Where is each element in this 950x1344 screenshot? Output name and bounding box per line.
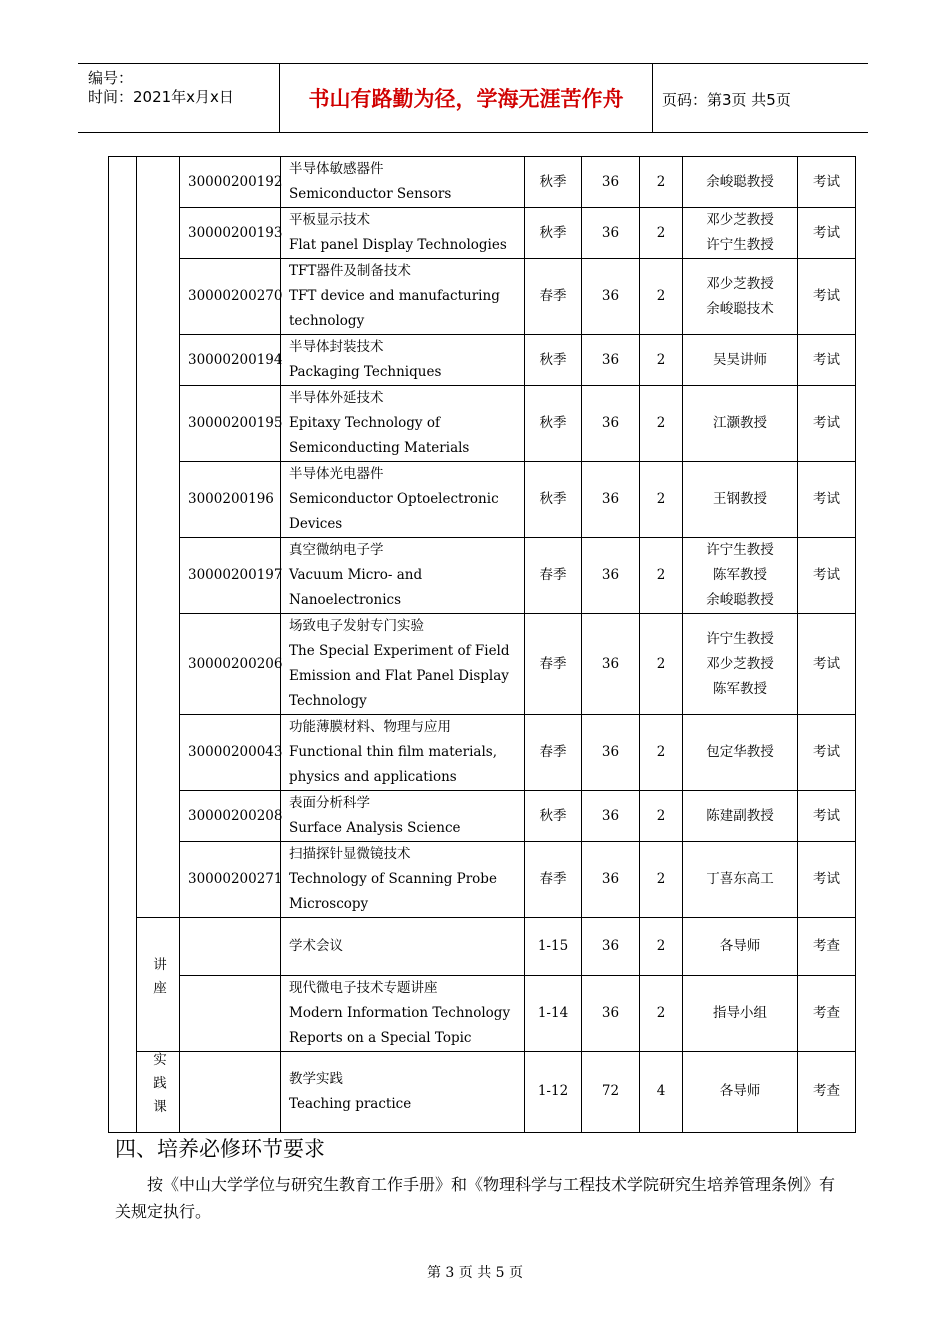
table-row — [109, 791, 856, 842]
credits-cell: 2 — [640, 335, 683, 386]
teacher-name: 吴昊讲师 — [713, 351, 767, 368]
course-name-en: Teaching practice — [289, 1095, 412, 1112]
course-code-cell — [180, 976, 281, 1052]
teacher-name: 邓少芝教授 — [706, 212, 774, 228]
teacher-cell — [683, 259, 798, 335]
term-cell: 秋季 — [525, 208, 582, 259]
course-name-en: Technology of Scanning Probe Microscopy — [289, 871, 497, 912]
table-row — [109, 614, 856, 715]
term-cell: 秋季 — [525, 386, 582, 462]
table-row — [109, 462, 856, 538]
course-code-cell: 30000200195 — [180, 386, 281, 462]
credits-cell: 2 — [640, 259, 683, 335]
teacher-cell — [683, 386, 798, 462]
credits-cell: 2 — [640, 791, 683, 842]
course-name-en: Modern Information Technology Reports on a Special Topic — [289, 1005, 511, 1046]
doc-time-label: 时间：2021年x月x日 — [88, 88, 234, 106]
course-name-cn: 现代微电子技术专题讲座 — [289, 980, 438, 996]
course-name-en: Packaging Techniques — [289, 364, 442, 380]
credits-cell: 2 — [640, 715, 683, 791]
hours-cell: 36 — [582, 976, 640, 1052]
practice-group-cell-label: 实践课 — [150, 1052, 166, 1123]
assessment-cell: 考试 — [798, 208, 856, 259]
table-row — [109, 1052, 856, 1133]
course-code-cell: 30000200270 — [180, 259, 281, 335]
term-cell: 1-12 — [525, 1052, 582, 1133]
table-row — [109, 918, 856, 976]
assessment-cell: 考查 — [798, 1052, 856, 1133]
term-cell: 秋季 — [525, 462, 582, 538]
course-name-cn: 场致电子发射专门实验 — [289, 618, 424, 634]
teacher-cell — [683, 791, 798, 842]
course-name-cell — [281, 614, 525, 715]
course-name-cell — [281, 842, 525, 918]
course-code-cell: 30000200208 — [180, 791, 281, 842]
assessment-cell: 考试 — [798, 791, 856, 842]
lecture-group-cell-label: 讲座 — [150, 956, 166, 1004]
page-header — [78, 63, 868, 133]
teacher-cell — [683, 462, 798, 538]
teacher-name: 余峻聪教授 — [706, 173, 774, 190]
credits-cell: 2 — [640, 462, 683, 538]
term-cell: 春季 — [525, 842, 582, 918]
table-row — [109, 157, 856, 208]
course-code-cell: 30000200197 — [180, 538, 281, 614]
section-title: 四、培养必修环节要求 — [115, 1137, 325, 1161]
course-name-en: The Special Experiment of Field Emission and Flat Panel Display Technology — [289, 643, 510, 709]
teacher-name: 王钢教授 — [713, 491, 767, 507]
teacher-name: 陈建副教授 — [706, 807, 774, 824]
course-code-cell — [180, 918, 281, 976]
course-name-cn: TFT器件及制备技术 — [289, 263, 411, 279]
teacher-cell — [683, 614, 798, 715]
teacher-name: 邓少芝教授 — [706, 655, 774, 672]
teacher-name: 许宁生教授 — [706, 630, 774, 647]
course-name-cn: 学术会议 — [289, 938, 343, 954]
assessment-cell: 考试 — [798, 538, 856, 614]
credits-cell: 2 — [640, 538, 683, 614]
teacher-cell — [683, 918, 798, 976]
teacher-name: 邓少芝教授 — [706, 275, 774, 292]
teacher-name: 陈军教授 — [713, 567, 767, 583]
teacher-cell — [683, 715, 798, 791]
teacher-cell — [683, 1052, 798, 1133]
course-name-cell — [281, 462, 525, 538]
term-cell: 1-14 — [525, 976, 582, 1052]
course-code-cell — [180, 1052, 281, 1133]
table-row — [109, 208, 856, 259]
hours-cell: 36 — [582, 208, 640, 259]
course-name-cell — [281, 259, 525, 335]
teacher-cell — [683, 157, 798, 208]
course-name-cn: 半导体外延技术 — [289, 390, 384, 406]
hours-cell: 72 — [582, 1052, 640, 1133]
course-name-cn: 扫描探针显微镜技术 — [289, 846, 411, 862]
course-table — [108, 156, 856, 1133]
credits-cell: 2 — [640, 208, 683, 259]
teacher-name: 各导师 — [719, 1083, 761, 1100]
category-cell-outer — [109, 157, 137, 1133]
term-cell: 春季 — [525, 538, 582, 614]
term-cell: 秋季 — [525, 791, 582, 842]
course-name-en: Flat panel Display Technologies — [289, 237, 507, 253]
course-name-cn: 半导体封装技术 — [289, 339, 384, 355]
term-cell: 秋季 — [525, 157, 582, 208]
course-name-cell — [281, 157, 525, 208]
teacher-name: 丁喜东高工 — [706, 871, 774, 887]
term-cell: 秋季 — [525, 335, 582, 386]
course-name-cell — [281, 335, 525, 386]
hours-cell: 36 — [582, 462, 640, 538]
table-row — [109, 335, 856, 386]
term-cell: 春季 — [525, 614, 582, 715]
course-name-en: Semiconductor Optoelectronic Devices — [289, 491, 499, 532]
assessment-cell: 考试 — [798, 715, 856, 791]
course-code-cell: 30000200192 — [180, 157, 281, 208]
course-code-cell: 30000200206 — [180, 614, 281, 715]
assessment-cell: 考查 — [798, 976, 856, 1052]
assessment-cell: 考试 — [798, 842, 856, 918]
teacher-cell — [683, 335, 798, 386]
doc-number-label: 编号： — [88, 69, 134, 87]
course-name-en: Vacuum Micro- and Nanoelectronics — [289, 567, 423, 608]
assessment-cell: 考试 — [798, 386, 856, 462]
table-row — [109, 538, 856, 614]
assessment-cell: 考试 — [798, 462, 856, 538]
page-footer: 第 3 页 共 5 页 — [426, 1265, 524, 1281]
table-row — [109, 842, 856, 918]
course-name-cell — [281, 1052, 525, 1133]
assessment-cell: 考试 — [798, 614, 856, 715]
teacher-name: 包定华教授 — [706, 744, 774, 760]
course-name-cn: 功能薄膜材料、物理与应用 — [289, 719, 451, 735]
term-cell: 春季 — [525, 259, 582, 335]
teacher-name: 各导师 — [719, 938, 761, 954]
course-name-cn: 平板显示技术 — [289, 212, 370, 228]
course-name-en: Surface Analysis Science — [289, 820, 461, 836]
credits-cell: 2 — [640, 842, 683, 918]
hours-cell: 36 — [582, 335, 640, 386]
table-row — [109, 715, 856, 791]
course-code-cell: 30000200193 — [180, 208, 281, 259]
practice-group-cell — [137, 1052, 180, 1133]
assessment-cell: 考试 — [798, 335, 856, 386]
hours-cell: 36 — [582, 614, 640, 715]
credits-cell: 2 — [640, 157, 683, 208]
course-code-cell: 30000200194 — [180, 335, 281, 386]
section-paragraph: 按《中山大学学位与研究生教育工作手册》和《物理科学与工程技术学院研究生培养管理条例》有关规定执行。 — [115, 1175, 836, 1221]
course-name-cn: 真空微纳电子学 — [289, 542, 384, 558]
credits-cell: 2 — [640, 386, 683, 462]
teacher-name: 许宁生教授 — [706, 237, 774, 253]
course-name-en: Epitaxy Technology of Semiconducting Materials — [289, 415, 470, 456]
assessment-cell: 考查 — [798, 918, 856, 976]
course-name-cn: 半导体光电器件 — [289, 466, 384, 482]
hours-cell: 36 — [582, 386, 640, 462]
hours-cell: 36 — [582, 791, 640, 842]
course-name-cn: 教学实践 — [289, 1070, 343, 1087]
credits-cell: 4 — [640, 1052, 683, 1133]
teacher-name: 江灏教授 — [713, 415, 767, 431]
course-code-cell: 3000200196 — [180, 462, 281, 538]
teacher-cell — [683, 208, 798, 259]
course-table-body — [109, 157, 856, 1133]
credits-cell: 2 — [640, 918, 683, 976]
course-name-en: Semiconductor Sensors — [289, 186, 452, 202]
course-name-cell — [281, 538, 525, 614]
term-cell: 春季 — [525, 715, 582, 791]
credits-cell: 2 — [640, 976, 683, 1052]
teacher-cell — [683, 976, 798, 1052]
teacher-name: 许宁生教授 — [706, 542, 774, 558]
course-code-cell: 30000200271 — [180, 842, 281, 918]
course-name-cn: 表面分析科学 — [289, 795, 370, 811]
teacher-name: 指导小组 — [713, 1005, 767, 1021]
teacher-cell — [683, 538, 798, 614]
header-motto: 书山有路勤为径，学海无涯苦作舟 — [280, 64, 653, 132]
table-row — [109, 976, 856, 1052]
assessment-cell: 考试 — [798, 157, 856, 208]
hours-cell: 36 — [582, 715, 640, 791]
hours-cell: 36 — [582, 538, 640, 614]
course-name-cell — [281, 386, 525, 462]
hours-cell: 36 — [582, 918, 640, 976]
hours-cell: 36 — [582, 259, 640, 335]
lecture-group-cell — [137, 918, 180, 1052]
course-name-cn: 半导体敏感器件 — [289, 161, 384, 177]
course-name-en: Functional thin film materials, physics and applications — [289, 744, 497, 785]
teacher-cell — [683, 842, 798, 918]
hours-cell: 36 — [582, 842, 640, 918]
category-cell-inner — [137, 157, 180, 918]
table-row — [109, 386, 856, 462]
term-cell: 1-15 — [525, 918, 582, 976]
teacher-name: 余峻聪教授 — [706, 592, 774, 608]
teacher-name: 余峻聪技术 — [706, 300, 774, 317]
table-row — [109, 259, 856, 335]
course-name-cell — [281, 976, 525, 1052]
course-name-cell — [281, 715, 525, 791]
header-page-label: 页码：第3页 共5页 — [662, 91, 791, 109]
course-name-cell — [281, 918, 525, 976]
assessment-cell: 考试 — [798, 259, 856, 335]
credits-cell: 2 — [640, 614, 683, 715]
teacher-name: 陈军教授 — [713, 680, 767, 697]
course-name-cell — [281, 791, 525, 842]
course-name-cell — [281, 208, 525, 259]
hours-cell: 36 — [582, 157, 640, 208]
course-name-en: TFT device and manufacturing technology — [289, 288, 500, 329]
header-info-cell — [78, 64, 280, 132]
course-code-cell: 30000200043 — [180, 715, 281, 791]
